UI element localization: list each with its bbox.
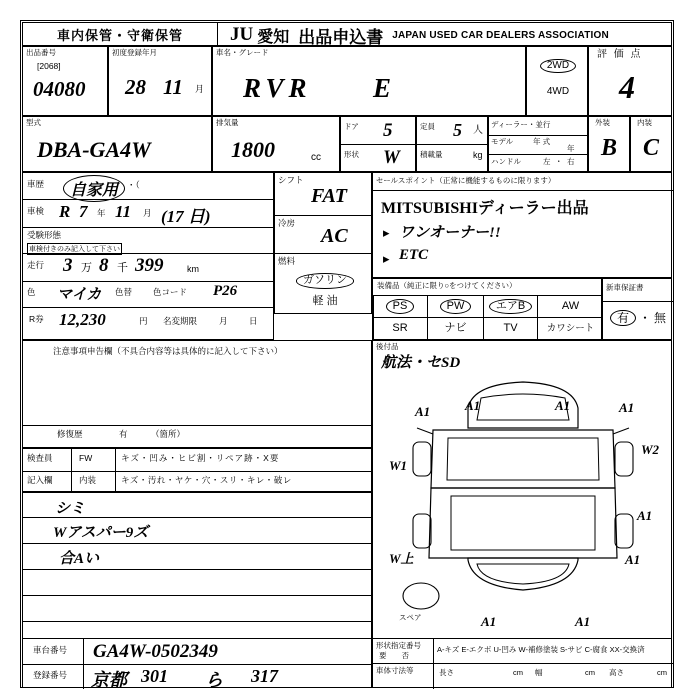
name-change-label: 名変期限 <box>163 316 198 326</box>
aftermarket-block <box>372 340 672 371</box>
size-height-unit: cm <box>657 668 667 677</box>
sales-point-line3: ETC <box>399 247 429 263</box>
model-code-value: DBA-GA4W <box>37 137 151 162</box>
displacement-label: 排気量 <box>216 118 239 127</box>
warranty-title: 新車保証書 <box>606 283 644 292</box>
sales-point-block <box>372 172 672 278</box>
exterior-grade-value: B <box>601 135 618 161</box>
fuel-label: 燃料 <box>278 256 296 266</box>
document-title: 出品申込書 <box>298 27 384 47</box>
hand-note-2: Wアスパー9ズ <box>53 525 149 541</box>
exterior-grade-cell <box>588 116 630 172</box>
notes-block <box>22 340 372 448</box>
fuel-diesel-label: 軽 油 <box>312 295 338 308</box>
mileage-sen-unit: 千 <box>117 262 128 274</box>
door-label: ドア <box>344 122 359 131</box>
ac-value: AC <box>321 225 348 247</box>
exterior-items: キズ・凹み・ヒビ割・リペア跡・X要 <box>121 453 280 463</box>
header-left-note <box>22 22 218 46</box>
size-length-unit: cm <box>513 668 523 677</box>
mileage-unit: km <box>187 264 199 274</box>
history-label: 車歴 <box>27 179 45 189</box>
warranty-yes: 有 <box>610 310 636 327</box>
handle-label: ハンドル <box>491 157 521 166</box>
displacement-unit: cc <box>311 152 321 163</box>
inspector-block <box>22 448 372 492</box>
diagram-mark-7: A1 <box>637 508 653 523</box>
drive-type-cell <box>526 46 588 116</box>
first-registration-month: 11 <box>163 75 183 99</box>
interior-grade-cell <box>630 116 672 172</box>
fuel-gasoline-option <box>285 271 365 291</box>
equipment-cell-aw: AW <box>561 299 580 312</box>
inspection-year-unit: 年 <box>97 208 106 218</box>
score-cell <box>588 46 672 116</box>
first-registration-year: 28 <box>125 75 146 99</box>
legend-block: 形状指定番号 要 否 A-キズ E-エクボ U-凹み W-補修塗装 S-サビ C-腐食 XX-交換済 車体寸法等 長さ cm 幅 cm 高さ cm <box>372 638 672 688</box>
displacement-value: 1800 <box>231 137 275 162</box>
car-name-label: 車名・グレード <box>216 48 269 57</box>
bullet-icon-1: ▸ <box>383 225 390 240</box>
registration-kana: ら <box>205 670 223 690</box>
size-width-unit: cm <box>585 668 595 677</box>
inspector-label-2: 記入欄 <box>27 475 53 485</box>
shape-label: 形状 <box>344 150 359 159</box>
equipment-cell-sr: SR <box>392 322 408 335</box>
receipt-note: 車検付きのみ記入して下さい <box>27 243 122 255</box>
equipment-cell-leather: カワシート <box>546 323 595 335</box>
model-code-label: 型式 <box>26 118 41 127</box>
registration-class: 301 <box>141 666 168 686</box>
car-name-cell <box>212 46 526 116</box>
history-suffix: ・（ <box>127 180 140 190</box>
color-code-label: 色コード <box>153 287 188 297</box>
name-change-month: 月 <box>219 316 228 326</box>
model-code-cell <box>22 116 212 172</box>
handle-left-label: 左 <box>543 157 551 166</box>
score-label: 評 価 点 <box>597 49 643 60</box>
equipment-cell-airbag: エアB <box>484 296 537 317</box>
aftermarket-value: 航法・セSD <box>381 355 461 371</box>
color-label: 色 <box>27 287 36 297</box>
shape-value: W <box>383 147 400 168</box>
registration-number: 317 <box>251 666 278 686</box>
first-registration-cell <box>108 46 212 116</box>
repair-label: 修復歴 <box>57 429 83 439</box>
equipment-block <box>372 278 602 340</box>
exhibit-number-label: 出品番号 <box>26 48 56 57</box>
color-code-value: P26 <box>213 283 238 299</box>
diagram-mark-8: W上 <box>389 551 414 566</box>
model-year-unit: 年 <box>567 144 575 153</box>
header-title-bar <box>218 22 672 46</box>
handle-right-label: 右 <box>567 157 575 166</box>
equipment-cell-tv: TV <box>503 322 518 335</box>
drive-2wd-label: 2WD <box>540 59 576 74</box>
sales-point-title: セールスポイント（正常に機能するものに限ります） <box>376 176 556 185</box>
exhibit-bracket: [2068] <box>37 61 61 71</box>
load-label: 積載量 <box>420 150 443 159</box>
diagram-mark-3: A1 <box>555 398 571 413</box>
document-title-english: JAPAN USED CAR DEALERS ASSOCIATION <box>392 29 609 41</box>
vehicle-detail-block <box>22 172 274 340</box>
car-grade-value: E <box>373 73 392 103</box>
mileage-man: 3 <box>63 255 73 276</box>
mileage-man-unit: 万 <box>81 262 92 274</box>
legend-items: A-キズ E-エクボ U-凹み W-補修塗装 S-サビ C-腐食 XX-交換済 <box>437 645 645 654</box>
capacity-value: 5 <box>453 120 462 140</box>
interior-grade-value: C <box>643 135 660 161</box>
first-registration-month-unit: 月 <box>195 84 205 94</box>
car-diagram-block <box>372 368 672 638</box>
notes-title: 注意事項申告欄（不具合内容等は具体的に記入して下さい） <box>53 346 283 356</box>
equipment-cell-pw: PW <box>428 296 483 317</box>
year-label: 年 式 <box>533 137 551 146</box>
displacement-cell <box>212 116 340 172</box>
door-shape-cell <box>340 116 416 172</box>
ac-label: 冷房 <box>278 218 296 228</box>
diagram-mark-11: A1 <box>575 614 591 629</box>
diagram-mark-6: W1 <box>389 458 408 473</box>
header-left-note-text: 車内保管・守衛保管 <box>56 27 183 43</box>
chassis-value: GA4W-0502349 <box>93 641 218 662</box>
dealer-model-handle-cell: ディーラー・並行 モデル 年 式 年 ハンドル 左 ・ 右 <box>488 116 588 172</box>
diagram-mark-1: A1 <box>415 404 431 419</box>
registration-region: 京都 <box>91 670 127 690</box>
size-width-label: 幅 <box>535 668 543 677</box>
receipt-label: 受験形態 <box>27 230 62 240</box>
mileage-rest: 399 <box>135 255 164 276</box>
ju-logo: JU <box>230 24 254 45</box>
sales-point-line2: ワンオーナー!! <box>399 225 501 241</box>
rken-unit: 円 <box>139 316 148 326</box>
exterior-grade-label: 外装 <box>595 118 610 127</box>
load-unit: kg <box>473 150 483 160</box>
inspection-month-unit: 月 <box>143 208 152 218</box>
car-name-value: RVR <box>243 73 312 103</box>
hand-note-1: シミ <box>55 501 86 517</box>
inspector-label-1: 検査員 <box>27 453 53 463</box>
shift-label: シフト <box>278 175 304 185</box>
fuel-gasoline-label: ガソリン <box>296 273 354 289</box>
bullet-icon-2: ▸ <box>383 251 390 266</box>
chassis-label: 車台番号 <box>33 645 68 655</box>
equipment-cell-navi: ナビ <box>444 322 467 335</box>
score-value: 4 <box>619 69 635 105</box>
drive-4wd-label: 4WD <box>546 85 570 97</box>
warranty-block <box>602 278 672 340</box>
rken-label: R券 <box>29 314 44 324</box>
color-change-label: 色替 <box>115 287 133 297</box>
interior-items: キズ・汚れ・ヤケ・穴・スリ・キレ・破レ <box>121 475 292 485</box>
interior-grade-label: 内装 <box>637 118 652 127</box>
model-label: モデル <box>491 137 514 146</box>
handwritten-notes-block <box>22 492 372 638</box>
inspection-month: 11 <box>115 202 132 221</box>
first-registration-label: 初度登録年月 <box>112 48 157 57</box>
diagram-mark-9: A1 <box>625 552 641 567</box>
aftermarket-label: 後付品 <box>376 342 399 351</box>
capacity-unit: 人 <box>473 125 483 136</box>
color-value: マイカ <box>57 287 102 303</box>
diagram-mark-2: A1 <box>465 398 481 413</box>
interior-code-label: 内装 <box>79 475 97 485</box>
inspection-era: R <box>59 202 71 221</box>
equipment-cell-ps: PS <box>373 296 427 317</box>
size-height-label: 高さ <box>609 668 624 677</box>
sales-point-line1: MITSUBISHIディーラー出品 <box>381 200 589 217</box>
chassis-reg-block <box>22 638 372 688</box>
dealer-label: ディーラー・並行 <box>491 120 551 129</box>
capacity-load-cell <box>416 116 488 172</box>
hand-note-3: 合Aい <box>59 551 100 567</box>
repair-place: （箇所） <box>151 429 186 439</box>
exhibit-number-cell <box>22 46 108 116</box>
shift-value: FAT <box>311 185 347 207</box>
mileage-label: 走行 <box>27 260 45 270</box>
shift-ac-fuel-block <box>274 172 372 314</box>
door-value: 5 <box>383 120 393 141</box>
rken-value: 12,230 <box>59 310 106 329</box>
warranty-options: 有 ・ 無 <box>603 305 673 331</box>
diagram-mark-5: W2 <box>641 442 660 457</box>
capacity-label: 定員 <box>420 122 435 131</box>
inspection-label: 車検 <box>27 206 45 216</box>
history-value: 自家用 <box>63 175 125 202</box>
mileage-sen: 8 <box>99 255 109 276</box>
exterior-code-label: FW <box>79 453 93 463</box>
ju-region: 愛知 <box>257 28 290 46</box>
registration-label: 登録番号 <box>33 670 68 680</box>
inspection-year: 7 <box>79 202 88 221</box>
exhibit-number-value: 04080 <box>33 77 86 101</box>
repair-yes: 有 <box>119 429 128 439</box>
size-length-label: 長さ <box>439 668 454 677</box>
warranty-no: 無 <box>654 310 667 325</box>
name-change-day: 日 <box>249 316 258 326</box>
inspection-day: (17 日) <box>161 207 211 226</box>
spare-label: スペア <box>399 613 422 622</box>
drive-2wd-option <box>527 55 589 77</box>
diagram-mark-4: A1 <box>619 400 635 415</box>
size-label: 車体寸法等 <box>376 666 414 675</box>
diagram-mark-10: A1 <box>481 614 497 629</box>
legend-label: 形状指定番号 <box>376 641 421 650</box>
equipment-title: 装備品（純正に限り○をつけてください） <box>377 281 517 290</box>
